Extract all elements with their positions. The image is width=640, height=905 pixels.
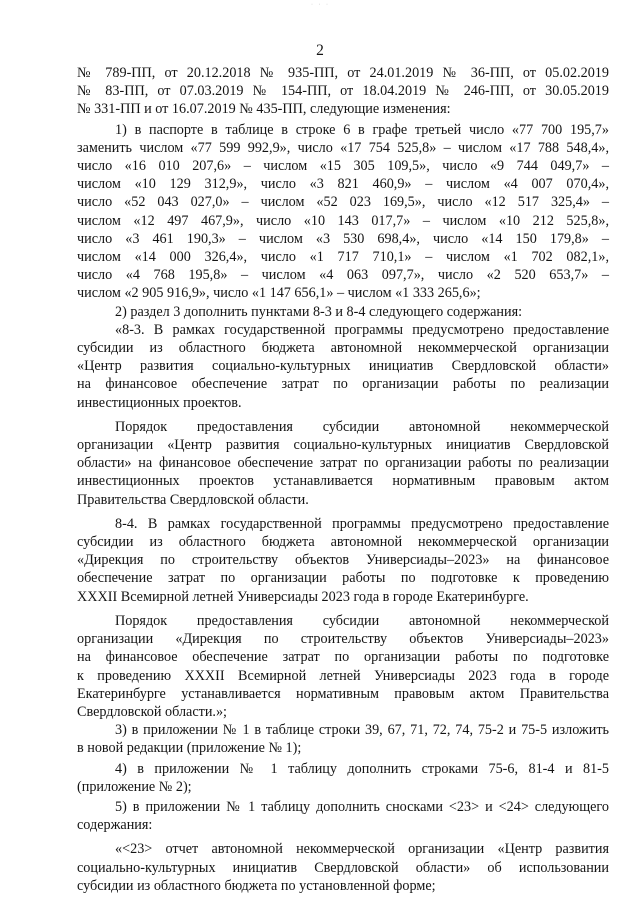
text-line: Свердловской области.»; xyxy=(77,703,227,720)
paragraph-item-1 xyxy=(77,121,609,303)
text-line: обеспечение затрат по организации работы по подготовке к проведению xyxy=(77,570,609,587)
text-line: числом «14 000 326,4», число «1 717 710,1» – числом «1 702 082,1», xyxy=(77,249,609,266)
text-line: субсидии из областного бюджета по установленной форме; xyxy=(77,877,436,894)
text-line: Порядок предоставления субсидии автономной некоммерческой xyxy=(115,418,609,435)
text-line: субсидии из областного бюджета автономной некоммерческой организации xyxy=(77,534,609,551)
text-line: «Центр развития социально-культурных инициатив Свердловской области» xyxy=(77,358,609,375)
text-line: числом «10 129 312,9», число «3 821 460,9» – числом «4 007 070,4», xyxy=(77,176,609,193)
paragraph-footnote-23 xyxy=(77,840,609,895)
text-line: содержания: xyxy=(77,817,153,834)
text-line: на финансовое обеспечение затрат по организации работы по подготовке xyxy=(77,649,609,666)
text-line: 4) в приложении № 1 таблицу дополнить строками 75-6, 81-4 и 81-5 xyxy=(115,760,609,777)
text-line: № 331-ПП и от 16.07.2019 № 435-ПП, следующие изменения: xyxy=(77,101,451,118)
paragraph-8-4-order xyxy=(77,612,609,721)
text-line: 1) в паспорте в таблице в строке 6 в графе третьей число «77 700 195,7» xyxy=(115,121,609,138)
page-number: 2 xyxy=(316,42,324,59)
text-line: «<23> отчет автономной некоммерческой организации «Центр развития xyxy=(115,841,609,858)
text-line: Екатеринбурге устанавливается нормативным правовым актом Правительства xyxy=(77,685,609,702)
text-line: № 83-ПП, от 07.03.2019 № 154-ПП, от 18.04.2019 № 246-ПП, от 30.05.2019 xyxy=(77,83,609,100)
paragraph-8-4 xyxy=(77,515,609,606)
text-line: 3) в приложении № 1 в таблице строки 39, 67, 71, 72, 74, 75-2 и 75-5 изложить xyxy=(115,722,609,739)
text-line: число «16 010 207,6» – числом «15 305 109,5», число «9 744 049,7» – xyxy=(77,158,609,175)
text-line: области» на финансовое обеспечение затрат по организации работы по реализации xyxy=(77,455,609,472)
text-line: в новой редакции (приложение № 1); xyxy=(77,740,302,757)
text-line: заменить числом «77 599 992,9», число «17 754 525,8» – числом «17 788 548,4», xyxy=(77,139,609,156)
text-line: XXXII Всемирной летней Универсиады 2023 года в городе Екатеринбурге. xyxy=(77,588,529,605)
text-line: инвестиционных проектов устанавливается нормативным правовым актом xyxy=(77,473,609,490)
text-line: к проведению XXXII Всемирной летней Универсиады 2023 года в городе xyxy=(77,667,609,684)
text-line: числом «12 497 467,9», число «10 143 017,7» – числом «10 212 525,8», xyxy=(77,212,609,229)
text-line: «Дирекция по строительству объектов Универсиады–2023» на финансовое xyxy=(77,552,609,569)
text-line: Порядок предоставления субсидии автономной некоммерческой xyxy=(115,612,609,629)
text-line: Правительства Свердловской области. xyxy=(77,491,309,508)
text-line: число «3 461 190,3» – числом «3 530 698,4», число «14 150 179,8» – xyxy=(77,230,609,247)
paragraph-intro xyxy=(77,64,609,119)
text-line: «8-3. В рамках государственной программы предусмотрено предоставление xyxy=(115,321,609,338)
text-line: № 789-ПП, от 20.12.2018 № 935-ПП, от 24.01.2019 № 36-ПП, от 05.02.2019 xyxy=(77,65,609,81)
text-line: 5) в приложении № 1 таблицу дополнить сносками <23> и <24> следующего xyxy=(115,798,609,815)
text-line: на финансовое обеспечение затрат по организации работы по реализации xyxy=(77,376,609,393)
text-line: число «4 768 195,8» – числом «4 063 097,7», число «2 520 653,7» – xyxy=(77,267,609,284)
text-line: числом «2 905 916,9», число «1 147 656,1» – числом «1 333 265,6»; xyxy=(77,285,481,302)
text-line: организации «Дирекция по строительству объектов Универсиады–2023» xyxy=(77,631,609,648)
paragraph-item-5 xyxy=(77,798,609,834)
text-line: инвестиционных проектов. xyxy=(77,394,242,411)
paragraph-item-4 xyxy=(77,760,609,796)
paragraph-8-3 xyxy=(77,321,609,412)
paragraph-item-3 xyxy=(77,721,609,757)
paragraph-item-2 xyxy=(77,303,609,321)
scan-top-marks: · · · xyxy=(311,2,330,8)
paragraph-8-3-order xyxy=(77,418,609,509)
text-line: организации «Центр развития социально-культурных инициатив Свердловской xyxy=(77,437,609,454)
text-line: субсидии из областного бюджета автономной некоммерческой организации xyxy=(77,340,609,357)
document-body xyxy=(77,64,609,895)
text-line: социально-культурных инициатив Свердловской области» об использовании xyxy=(77,859,609,876)
text-line: число «52 043 027,0» – числом «52 023 169,5», число «12 517 325,4» – xyxy=(77,194,609,211)
text-line: 2) раздел 3 дополнить пунктами 8-3 и 8-4 следующего содержания: xyxy=(115,303,523,320)
text-line: (приложение № 2); xyxy=(77,778,192,795)
text-line: 8-4. В рамках государственной программы предусмотрено предоставление xyxy=(115,515,609,532)
